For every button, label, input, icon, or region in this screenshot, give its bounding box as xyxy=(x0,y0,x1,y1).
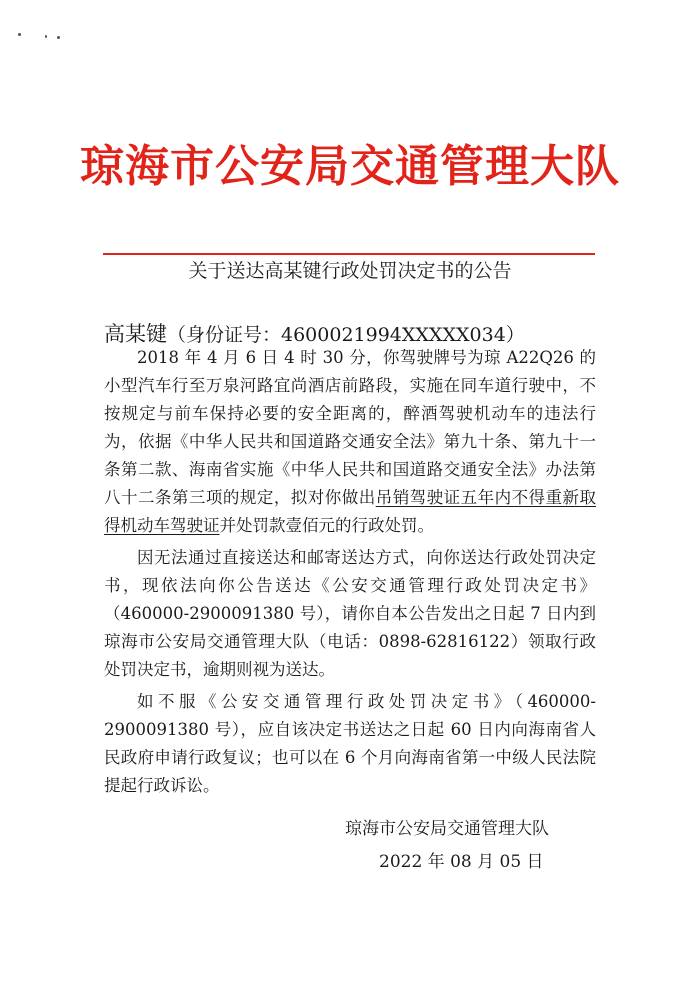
header-divider xyxy=(103,253,595,255)
scan-speck xyxy=(45,35,47,38)
notice-body xyxy=(104,344,596,804)
issuing-authority-title: 琼海市公安局交通管理大队 xyxy=(80,141,620,192)
addressee-id: （身份证号：4600021994XXXXX034） xyxy=(167,324,525,346)
paragraph-violation xyxy=(104,344,596,540)
paragraph-appeal: 如不服《公安交通管理行政处罚决定书》（460000-2900091380 号），应自该决定书送达之日起 60 日内向海南省人民政府申请行政复议；也可以在 6 个月向海南省第一中级人民法院提起行政诉讼。 xyxy=(104,692,596,795)
paragraph-service: 因无法通过直接送达和邮寄送达方式，向你送达行政处罚决定书，现依法向你公告送达《公安交通管理行政处罚决定书》（460000-2900091380 号），请你自本公告发出之日起 7 日内到琼海市公安局交通管理大队（电话：0898-62816122）领取行政处罚决定书，逾期则视为送达。 xyxy=(104,548,596,679)
notice-title: 关于送达高某键行政处罚决定书的公告 xyxy=(188,260,512,282)
signature-organization: 琼海市公安局交通管理大队 xyxy=(345,819,549,839)
violation-text: 2018 年 4 月 6 日 4 时 30 分，你驾驶牌号为琼 A22Q26 的小型汽车行至万泉河路宜尚酒店前路段，实施在同车道行驶中，不按规定与前车保持必要的安全距离的，醉酒驾驶机动车的违法行为，依据《中华人民共和国道路交通安全法》第九十条、第九十一条第二款、海南省实施《中华人民共和国道路交通安全法》办法第八十二条第三项的规定，拟对你做出 xyxy=(104,348,596,507)
scan-speck xyxy=(57,36,60,39)
signature-date: 2022 年 08 月 05 日 xyxy=(379,852,544,872)
scan-speck xyxy=(18,33,21,36)
violation-text-end: 并处罚款壹佰元的行政处罚。 xyxy=(219,516,434,535)
addressee-name: 高某键 xyxy=(104,322,167,346)
penalty-underlined: 吊销驾驶证五年内不得重新取得机动车驾驶证 xyxy=(104,488,597,535)
